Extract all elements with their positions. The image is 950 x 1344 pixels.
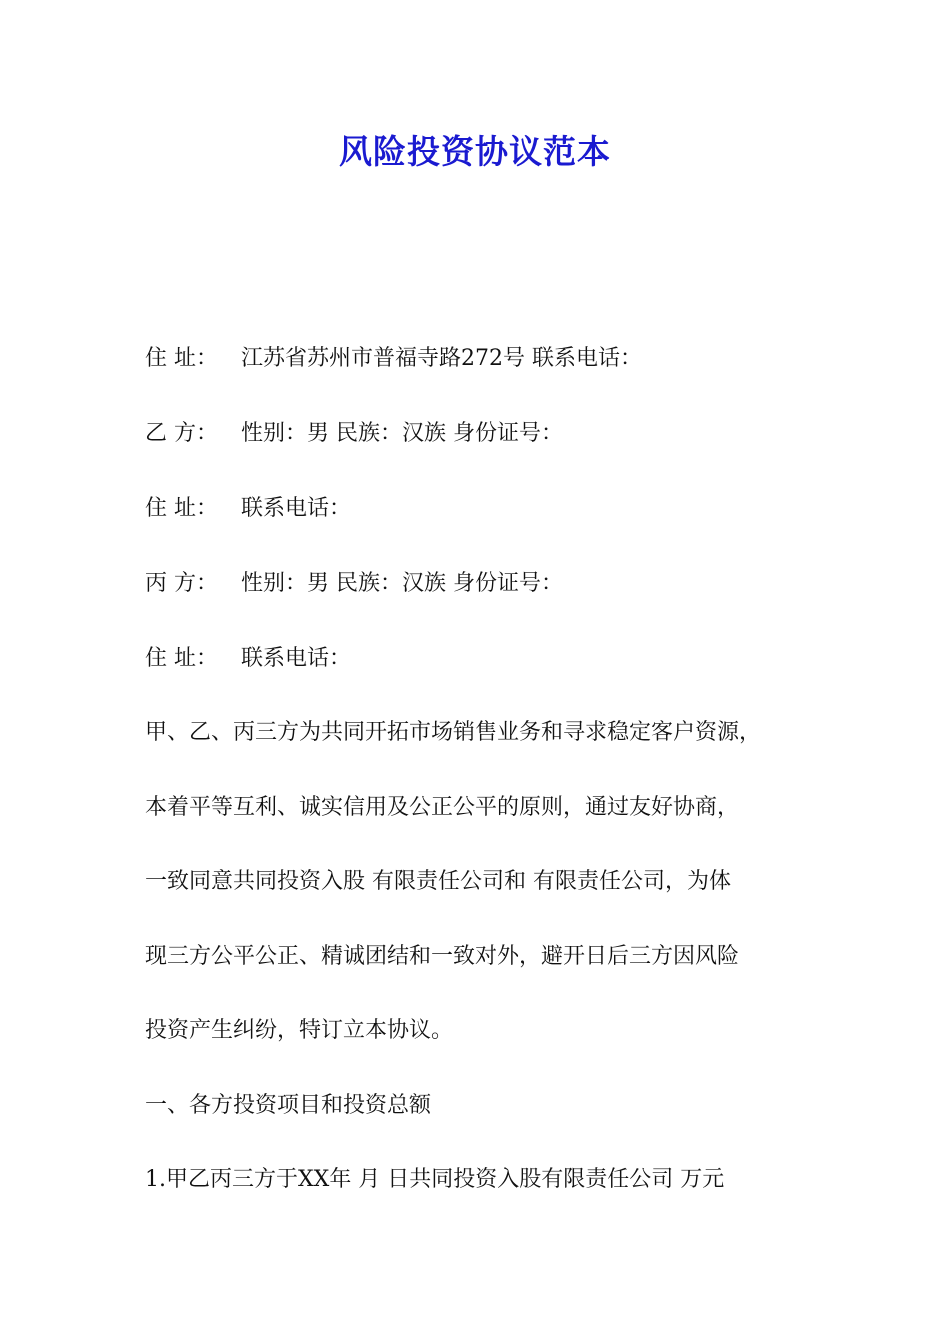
paragraph-line: 投资产生纠纷，特订立本协议。 <box>145 1018 454 1043</box>
field-label: 丙 方： <box>145 571 218 596</box>
field-label: 住 址： <box>145 646 218 671</box>
party-line-party-b <box>145 419 845 449</box>
party-line-party-c <box>145 569 845 599</box>
clause-1: 1.甲乙丙三方于XX年 月 日共同投资入股有限责任公司 万元 <box>145 1167 725 1192</box>
field-value: 联系电话： <box>241 646 352 671</box>
paragraph-line: 本着平等互利、诚实信用及公正公平的原则，通过友好协商， <box>145 795 740 820</box>
document-title: 风险投资协议范本 <box>339 132 611 171</box>
field-value: 性别：男 民族：汉族 身份证号： <box>241 571 563 596</box>
paragraph-line: 一致同意共同投资入股 有限责任公司和 有限责任公司，为体 <box>145 869 731 894</box>
field-label: 乙 方： <box>145 421 218 446</box>
field-label: 住 址： <box>145 496 218 521</box>
paragraph-line: 现三方公平公正、精诚团结和一致对外，避开日后三方因风险 <box>145 944 740 969</box>
party-line-address-2 <box>145 494 845 524</box>
field-value: 联系电话： <box>241 496 352 521</box>
field-label: 住 址： <box>145 346 218 371</box>
paragraph-line: 甲、乙、丙三方为共同开拓市场销售业务和寻求稳定客户资源， <box>145 720 762 745</box>
party-line-address-3 <box>145 644 845 674</box>
party-line-address-1 <box>145 344 845 374</box>
field-value: 性别：男 民族：汉族 身份证号： <box>241 421 563 446</box>
field-value: 江苏省苏州市普福寺路272号 联系电话： <box>241 346 642 371</box>
section-heading: 一、各方投资项目和投资总额 <box>145 1093 432 1118</box>
